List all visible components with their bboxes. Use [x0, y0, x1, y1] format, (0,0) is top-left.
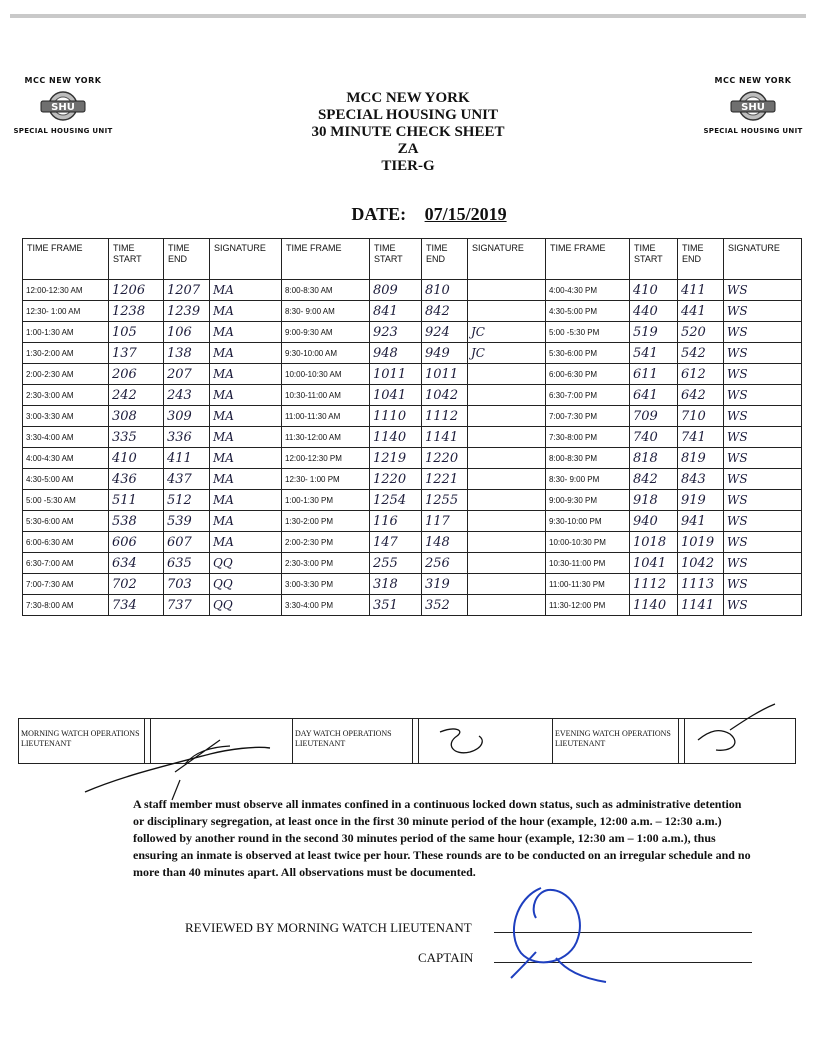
time-start-cell: 709 — [630, 406, 678, 427]
review-signature — [496, 878, 616, 990]
date-line — [300, 204, 560, 225]
column-header: SIGNATURE — [210, 239, 282, 280]
column-header: SIGNATURE — [724, 239, 802, 280]
signature-cell: MA — [210, 406, 282, 427]
time-end-cell: 810 — [422, 280, 468, 301]
time-start-cell: 116 — [370, 511, 422, 532]
check-table-body — [23, 280, 802, 616]
time-frame-cell: 1:30-2:00 AM — [23, 343, 109, 364]
logo-right-top-text: MCC NEW YORK — [714, 76, 792, 85]
logo-left-bottom-text: SPECIAL HOUSING UNIT — [13, 127, 113, 135]
time-frame-cell: 3:30-4:00 PM — [282, 595, 370, 616]
time-end-cell: 309 — [164, 406, 210, 427]
time-start-cell: 1112 — [630, 574, 678, 595]
time-frame-cell: 8:30- 9:00 PM — [546, 469, 630, 490]
time-end-cell: 1011 — [422, 364, 468, 385]
column-header: SIGNATURE — [468, 239, 546, 280]
signature-cell — [468, 364, 546, 385]
date-value: 07/15/2019 — [424, 204, 507, 224]
time-start-cell: 923 — [370, 322, 422, 343]
time-frame-cell: 11:30-12:00 AM — [282, 427, 370, 448]
signature-cell: WS — [724, 553, 802, 574]
time-frame-cell: 11:00-11:30 PM — [546, 574, 630, 595]
time-start-cell: 611 — [630, 364, 678, 385]
time-frame-cell: 1:00-1:30 AM — [23, 322, 109, 343]
time-start-cell: 242 — [109, 385, 164, 406]
signature-cell: WS — [724, 301, 802, 322]
time-end-cell: 336 — [164, 427, 210, 448]
table-row — [23, 511, 802, 532]
captain-label: CAPTAIN — [418, 950, 474, 965]
time-frame-cell: 11:30-12:00 PM — [546, 595, 630, 616]
time-start-cell: 519 — [630, 322, 678, 343]
time-end-cell: 512 — [164, 490, 210, 511]
time-end-cell: 1112 — [422, 406, 468, 427]
time-end-cell: 441 — [678, 301, 724, 322]
table-row — [23, 574, 802, 595]
time-frame-cell: 4:00-4:30 PM — [546, 280, 630, 301]
time-start-cell: 440 — [630, 301, 678, 322]
time-frame-cell: 2:30-3:00 PM — [282, 553, 370, 574]
time-start-cell: 206 — [109, 364, 164, 385]
time-end-cell: 710 — [678, 406, 724, 427]
time-start-cell: 511 — [109, 490, 164, 511]
shu-emblem-icon — [39, 87, 87, 125]
column-header: TIME END — [678, 239, 724, 280]
time-frame-cell: 4:00-4:30 AM — [23, 448, 109, 469]
time-end-cell: 819 — [678, 448, 724, 469]
table-row — [23, 448, 802, 469]
column-header: TIME END — [164, 239, 210, 280]
table-row — [23, 343, 802, 364]
signature-cell: QQ — [210, 574, 282, 595]
time-frame-cell: 7:00-7:30 AM — [23, 574, 109, 595]
time-start-cell: 606 — [109, 532, 164, 553]
time-end-cell: 843 — [678, 469, 724, 490]
time-start-cell: 538 — [109, 511, 164, 532]
time-frame-cell: 7:30-8:00 AM — [23, 595, 109, 616]
title-line-unit: SPECIAL HOUSING UNIT — [317, 107, 499, 123]
time-frame-cell: 12:30- 1:00 AM — [23, 301, 109, 322]
table-row — [23, 406, 802, 427]
day-lieutenant-signature — [435, 722, 495, 762]
time-start-cell: 740 — [630, 427, 678, 448]
reviewed-by-label: REVIEWED BY MORNING WATCH LIEUTENANT — [185, 920, 472, 935]
column-header: TIME START — [109, 239, 164, 280]
check-table-header — [23, 239, 802, 280]
top-edge-band — [10, 14, 806, 18]
signature-cell: JC — [468, 343, 546, 364]
table-row — [23, 280, 802, 301]
signature-cell: MA — [210, 448, 282, 469]
signature-cell: QQ — [210, 595, 282, 616]
signature-cell: WS — [724, 280, 802, 301]
time-start-cell: 918 — [630, 490, 678, 511]
signature-cell: WS — [724, 343, 802, 364]
time-frame-cell: 4:30-5:00 AM — [23, 469, 109, 490]
time-frame-cell: 12:00-12:30 AM — [23, 280, 109, 301]
logo-left — [8, 76, 118, 135]
signature-cell: MA — [210, 469, 282, 490]
signature-cell — [468, 427, 546, 448]
time-start-cell: 641 — [630, 385, 678, 406]
table-row — [23, 385, 802, 406]
signature-cell: WS — [724, 385, 802, 406]
time-start-cell: 351 — [370, 595, 422, 616]
time-frame-cell: 8:00-8:30 AM — [282, 280, 370, 301]
signature-cell: WS — [724, 406, 802, 427]
time-frame-cell: 6:00-6:30 PM — [546, 364, 630, 385]
time-end-cell: 1220 — [422, 448, 468, 469]
time-end-cell: 411 — [678, 280, 724, 301]
table-row — [23, 553, 802, 574]
signature-cell: MA — [210, 427, 282, 448]
signature-cell — [468, 280, 546, 301]
signature-cell — [468, 448, 546, 469]
time-frame-cell: 3:00-3:30 AM — [23, 406, 109, 427]
time-start-cell: 318 — [370, 574, 422, 595]
signature-cell — [468, 553, 546, 574]
logo-right — [698, 76, 808, 135]
table-row — [23, 322, 802, 343]
time-start-cell: 335 — [109, 427, 164, 448]
signature-cell — [468, 490, 546, 511]
signature-cell — [468, 385, 546, 406]
time-frame-cell: 9:00-9:30 PM — [546, 490, 630, 511]
time-end-cell: 352 — [422, 595, 468, 616]
signature-cell: MA — [210, 301, 282, 322]
time-end-cell: 106 — [164, 322, 210, 343]
evening-lieutenant-signature — [690, 700, 780, 760]
signature-cell: MA — [210, 385, 282, 406]
column-header: TIME END — [422, 239, 468, 280]
time-frame-cell: 3:30-4:00 AM — [23, 427, 109, 448]
signature-cell: MA — [210, 490, 282, 511]
logo-left-mid-text: SHU — [51, 102, 75, 113]
policy-notice: A staff member must observe all inmates confined in a continuous locked down status, such as administrative detention or disciplinary segregation, at least once in the first 30 minute period of the hour (example, 12:00 a.m. – 12:30 a.m.) followed by another round in the second 30 minutes period of the same hour (example, 12:30 am – 1:00 a.m.), thus ensuring an inmate is observed at least twice per hour. These rounds are to be conducted on an irregular schedule and no more than 40 minutes apart. All observations must be documented. — [133, 797, 751, 879]
time-end-cell: 542 — [678, 343, 724, 364]
time-end-cell: 437 — [164, 469, 210, 490]
column-header: TIME START — [370, 239, 422, 280]
time-frame-cell: 7:30-8:00 PM — [546, 427, 630, 448]
signature-cell: MA — [210, 364, 282, 385]
time-start-cell: 1011 — [370, 364, 422, 385]
time-end-cell: 117 — [422, 511, 468, 532]
table-row — [23, 469, 802, 490]
time-end-cell: 411 — [164, 448, 210, 469]
title-line-tier: TIER-G — [381, 158, 435, 174]
time-end-cell: 1207 — [164, 280, 210, 301]
signature-cell: WS — [724, 427, 802, 448]
time-frame-cell: 8:30- 9:00 AM — [282, 301, 370, 322]
morning-watch-label: MORNING WATCH OPERATIONS LIEUTENANT — [19, 719, 145, 763]
signature-cell: WS — [724, 574, 802, 595]
time-frame-cell: 10:00-10:30 PM — [546, 532, 630, 553]
signature-cell: WS — [724, 532, 802, 553]
time-end-cell: 1239 — [164, 301, 210, 322]
time-frame-cell: 5:00 -5:30 AM — [23, 490, 109, 511]
time-frame-cell: 8:00-8:30 PM — [546, 448, 630, 469]
time-frame-cell: 10:30-11:00 PM — [546, 553, 630, 574]
time-end-cell: 741 — [678, 427, 724, 448]
time-start-cell: 940 — [630, 511, 678, 532]
sheet-title — [258, 90, 558, 175]
time-end-cell: 941 — [678, 511, 724, 532]
table-row — [23, 427, 802, 448]
signature-cell: WS — [724, 364, 802, 385]
signature-cell — [468, 469, 546, 490]
time-start-cell: 1254 — [370, 490, 422, 511]
day-watch-label: DAY WATCH OPERATIONS LIEUTENANT — [293, 719, 413, 763]
time-end-cell: 612 — [678, 364, 724, 385]
time-frame-cell: 2:00-2:30 AM — [23, 364, 109, 385]
logo-right-bottom-text: SPECIAL HOUSING UNIT — [703, 127, 803, 135]
time-end-cell: 1255 — [422, 490, 468, 511]
time-frame-cell: 9:30-10:00 AM — [282, 343, 370, 364]
signature-cell: WS — [724, 490, 802, 511]
check-table — [22, 238, 802, 616]
signature-cell: WS — [724, 595, 802, 616]
time-frame-cell: 1:00-1:30 PM — [282, 490, 370, 511]
time-end-cell: 1221 — [422, 469, 468, 490]
time-end-cell: 949 — [422, 343, 468, 364]
table-row — [23, 364, 802, 385]
signature-cell: MA — [210, 322, 282, 343]
time-start-cell: 308 — [109, 406, 164, 427]
shu-emblem-icon — [729, 87, 777, 125]
time-start-cell: 1110 — [370, 406, 422, 427]
signature-cell: WS — [724, 448, 802, 469]
time-start-cell: 436 — [109, 469, 164, 490]
time-end-cell: 1113 — [678, 574, 724, 595]
time-frame-cell: 6:00-6:30 AM — [23, 532, 109, 553]
logo-right-mid-text: SHU — [741, 102, 765, 113]
time-start-cell: 137 — [109, 343, 164, 364]
time-end-cell: 207 — [164, 364, 210, 385]
time-start-cell: 841 — [370, 301, 422, 322]
time-end-cell: 642 — [678, 385, 724, 406]
signature-cell: WS — [724, 322, 802, 343]
signature-cell — [468, 511, 546, 532]
time-end-cell: 607 — [164, 532, 210, 553]
time-frame-cell: 5:00 -5:30 PM — [546, 322, 630, 343]
time-end-cell: 243 — [164, 385, 210, 406]
time-end-cell: 1019 — [678, 532, 724, 553]
time-start-cell: 634 — [109, 553, 164, 574]
time-end-cell: 520 — [678, 322, 724, 343]
time-frame-cell: 7:00-7:30 PM — [546, 406, 630, 427]
time-start-cell: 948 — [370, 343, 422, 364]
time-end-cell: 1141 — [678, 595, 724, 616]
table-row — [23, 301, 802, 322]
time-frame-cell: 4:30-5:00 PM — [546, 301, 630, 322]
time-start-cell: 702 — [109, 574, 164, 595]
time-frame-cell: 6:30-7:00 AM — [23, 553, 109, 574]
time-end-cell: 539 — [164, 511, 210, 532]
time-end-cell: 1042 — [678, 553, 724, 574]
time-start-cell: 842 — [630, 469, 678, 490]
time-start-cell: 734 — [109, 595, 164, 616]
time-end-cell: 148 — [422, 532, 468, 553]
title-line-zone: ZA — [397, 141, 419, 157]
column-header: TIME FRAME — [23, 239, 109, 280]
signature-cell — [468, 301, 546, 322]
date-label: DATE: — [351, 204, 407, 224]
time-frame-cell: 1:30-2:00 PM — [282, 511, 370, 532]
signature-cell: JC — [468, 322, 546, 343]
signature-cell: WS — [724, 511, 802, 532]
time-frame-cell: 10:00-10:30 AM — [282, 364, 370, 385]
time-end-cell: 319 — [422, 574, 468, 595]
time-end-cell: 924 — [422, 322, 468, 343]
time-start-cell: 1140 — [630, 595, 678, 616]
time-start-cell: 1220 — [370, 469, 422, 490]
time-frame-cell: 11:00-11:30 AM — [282, 406, 370, 427]
time-start-cell: 541 — [630, 343, 678, 364]
evening-watch-label: EVENING WATCH OPERATIONS LIEUTENANT — [553, 719, 679, 763]
logo-left-top-text: MCC NEW YORK — [24, 76, 102, 85]
time-start-cell: 1018 — [630, 532, 678, 553]
column-header: TIME FRAME — [546, 239, 630, 280]
signature-cell: MA — [210, 532, 282, 553]
time-start-cell: 1041 — [630, 553, 678, 574]
signature-cell: MA — [210, 280, 282, 301]
time-end-cell: 256 — [422, 553, 468, 574]
signature-cell: MA — [210, 511, 282, 532]
time-frame-cell: 5:30-6:00 AM — [23, 511, 109, 532]
time-end-cell: 138 — [164, 343, 210, 364]
column-header: TIME FRAME — [282, 239, 370, 280]
time-start-cell: 147 — [370, 532, 422, 553]
table-row — [23, 595, 802, 616]
time-start-cell: 410 — [630, 280, 678, 301]
time-start-cell: 809 — [370, 280, 422, 301]
table-row — [23, 490, 802, 511]
signature-cell — [468, 595, 546, 616]
time-frame-cell: 2:30-3:00 AM — [23, 385, 109, 406]
table-row — [23, 532, 802, 553]
column-header: TIME START — [630, 239, 678, 280]
time-start-cell: 818 — [630, 448, 678, 469]
time-frame-cell: 2:00-2:30 PM — [282, 532, 370, 553]
time-frame-cell: 5:30-6:00 PM — [546, 343, 630, 364]
time-start-cell: 1238 — [109, 301, 164, 322]
time-frame-cell: 12:30- 1:00 PM — [282, 469, 370, 490]
time-frame-cell: 3:00-3:30 PM — [282, 574, 370, 595]
morning-lieutenant-signature — [80, 722, 280, 802]
time-start-cell: 105 — [109, 322, 164, 343]
time-start-cell: 1206 — [109, 280, 164, 301]
time-start-cell: 1041 — [370, 385, 422, 406]
title-line-sheet: 30 MINUTE CHECK SHEET — [311, 124, 505, 140]
time-end-cell: 1141 — [422, 427, 468, 448]
time-end-cell: 919 — [678, 490, 724, 511]
time-start-cell: 1219 — [370, 448, 422, 469]
time-frame-cell: 10:30-11:00 AM — [282, 385, 370, 406]
signature-cell: WS — [724, 469, 802, 490]
time-start-cell: 255 — [370, 553, 422, 574]
time-end-cell: 842 — [422, 301, 468, 322]
time-end-cell: 1042 — [422, 385, 468, 406]
time-frame-cell: 9:00-9:30 AM — [282, 322, 370, 343]
signature-cell — [468, 532, 546, 553]
time-frame-cell: 12:00-12:30 PM — [282, 448, 370, 469]
signature-cell — [468, 406, 546, 427]
time-end-cell: 703 — [164, 574, 210, 595]
title-line-facility: MCC NEW YORK — [346, 90, 470, 106]
time-end-cell: 635 — [164, 553, 210, 574]
time-frame-cell: 9:30-10:00 PM — [546, 511, 630, 532]
time-end-cell: 737 — [164, 595, 210, 616]
signature-cell: QQ — [210, 553, 282, 574]
signature-cell — [468, 574, 546, 595]
time-start-cell: 1140 — [370, 427, 422, 448]
signature-cell: MA — [210, 343, 282, 364]
time-frame-cell: 6:30-7:00 PM — [546, 385, 630, 406]
time-start-cell: 410 — [109, 448, 164, 469]
